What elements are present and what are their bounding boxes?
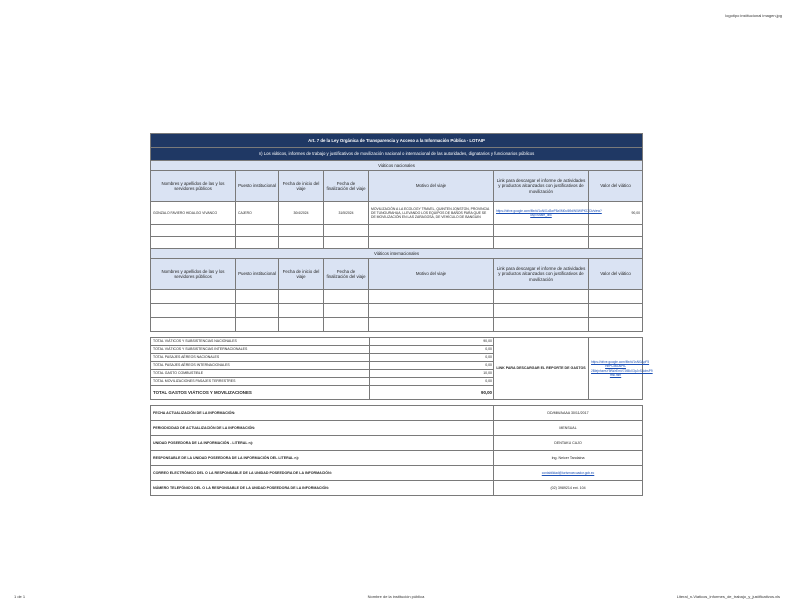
grand-total-label: TOTAL GASTOS VIÁTICOS Y MOVILIZACIONES (151, 386, 369, 400)
national-header-name: Nombres y apellidos de las y los servidores públicos (151, 171, 236, 202)
info-value: DENTAKU CAJO (494, 436, 643, 451)
national-header-end: Fecha de finalización del viaje (324, 171, 369, 202)
national-header-position: Puesto institucional (236, 171, 279, 202)
info-value: (02) 3989214 ext. 104 (494, 481, 643, 496)
grand-total-value: 90,00 (369, 386, 494, 400)
row-report-link[interactable]: https://drive.google.com/file/d/1uN01d3wP8z0M0ul69dW0WlPfG7Ck/view?usp=share_link (496, 208, 602, 217)
table-row (151, 318, 643, 332)
national-header-reason: Motivo del viaje (369, 171, 494, 202)
national-section-title: Viáticos nacionales (151, 161, 643, 171)
total-label: TOTAL VIÁTICOS Y SUBSISTENCIAS INTERNACIONALES (151, 346, 369, 354)
national-header-start: Fecha de inicio del viaje (279, 171, 324, 202)
table-row (151, 304, 643, 318)
international-section-title: Viáticos internacionales (151, 249, 643, 259)
total-value: 90,00 (369, 338, 494, 346)
table-row (151, 237, 643, 249)
info-label: UNIDAD POSEEDORA DE LA INFORMACIÓN - LITERAL n): (151, 436, 494, 451)
info-label: NÚMERO TELEFÓNICO DEL O LA RESPONSABLE DE LA UNIDAD POSEEDORA DE LA INFORMACIÓN: (151, 481, 494, 496)
info-label: RESPONSABLE DE LA UNIDAD POSEEDORA DE LA INFORMACIÓN DEL LITERAL n): (151, 451, 494, 466)
info-row (151, 421, 643, 436)
row-start-date: 30/4/2024 (279, 202, 324, 225)
info-value: DD/MM/AAAA 30/11/2017 (494, 406, 643, 421)
info-row (151, 451, 643, 466)
viaticos-table (150, 133, 653, 496)
info-label: FECHA ACTUALIZACIÓN DE LA INFORMACIÓN: (151, 406, 494, 421)
logo-image-label: logotipo institucional imagen.jpg (725, 13, 782, 18)
footer-institution: Nombre de la institución pública (367, 594, 425, 599)
info-value: MENSUAL (494, 421, 643, 436)
total-label: TOTAL MOVILIZACIONES PASAJES TERRESTRES (151, 378, 369, 386)
national-header-value: Valor del viático (589, 171, 643, 202)
info-row (151, 481, 643, 496)
intl-header-name: Nombres y apellidos de las y los servidores públicos (151, 259, 236, 290)
info-label: CORREO ELECTRÓNICO DEL O LA RESPONSABLE DE LA UNIDAD POSEEDORA DE LA INFORMACIÓN: (151, 466, 494, 481)
row-reason: MOVILIZACIÓN A LA ECOLOGY TRAVEL, QUINTEN JONSTON, PROVINCIA DE TUNGURAHUA, LLEVANDO LOS EQUIPOS DE BAÑOS PARA QUE SE DE MOVILIZACIÓN EN LAS ZARAGOSA, DE VEHÍCULO DE BANGUIN (369, 202, 494, 225)
total-label: TOTAL PASAJES AÉREOS NACIONALES (151, 354, 369, 362)
info-row (151, 436, 643, 451)
table-row (151, 225, 643, 237)
info-label: PERIODICIDAD DE ACTUALIZACIÓN DE LA INFORMACIÓN: (151, 421, 494, 436)
total-label: TOTAL GASTO COMBUSTIBLE (151, 370, 369, 378)
total-value: 0,00 (369, 346, 494, 354)
report-link[interactable]: https://drive.google.com/file/d/1sNl0ApF5 HnPCd0D6PtL 2BlejnhzesY5fWzEmV7JtBkX3pJvS4ohsP9 fmk.htm (591, 359, 653, 377)
total-value: 0,00 (369, 378, 494, 386)
row-position: CAJERO (236, 202, 279, 225)
row-value: 90,00 (589, 202, 643, 225)
info-row (151, 466, 643, 481)
intl-header-end: Fecha de finalización del viaje (324, 259, 369, 290)
total-label: TOTAL VIÁTICOS Y SUBSISTENCIAS NACIONALES (151, 338, 369, 346)
intl-header-start: Fecha de inicio del viaje (279, 259, 324, 290)
footer-page-number: 1 de 1 (14, 594, 26, 599)
table-row (151, 202, 643, 225)
lotaip-sheet (150, 133, 653, 496)
total-value: 10,00 (369, 370, 494, 378)
total-value: 0,00 (369, 354, 494, 362)
national-header-link: Link para descargar el informe de actividades y productos alcanzados con justificativos de movilización (494, 171, 589, 202)
info-value: Ing. Neicer Tandaina (494, 451, 643, 466)
total-value: 0,00 (369, 362, 494, 370)
sheet-title: Art. 7 de la Ley Orgánica de Transparencia y Acceso a la Información Pública - LOTAIP (151, 134, 643, 148)
footer-filename: Literal_n-Viaticos_informes_de_trabajo_y_justificativos.xls (676, 594, 780, 599)
report-link-label: LINK PARA DESCARGAR EL REPORTE DE GASTOS (494, 338, 589, 400)
info-row (151, 406, 643, 421)
table-row (151, 290, 643, 304)
row-end-date: 31/5/2024 (324, 202, 369, 225)
intl-header-position: Puesto institucional (236, 259, 279, 290)
sheet-subtitle: n) Los viáticos, informes de trabajo y justificativos de movilización nacional o internacional de las autoridades, dignatarios y funcionarios públicos (151, 148, 643, 161)
total-label: TOTAL PASAJES AÉREOS INTERNACIONALES (151, 362, 369, 370)
intl-header-value: Valor del viático (589, 259, 643, 290)
responsible-email-link[interactable]: contabilidad@turismoecuador.gob.ec (541, 470, 595, 475)
row-name: GONZALO FAVIERO HIDALGO VIVANCO (151, 202, 236, 225)
intl-header-link: Link para descargar el informe de actividades y productos alcanzados con justificativos de movilización (494, 259, 589, 290)
intl-header-reason: Motivo del viaje (369, 259, 494, 290)
